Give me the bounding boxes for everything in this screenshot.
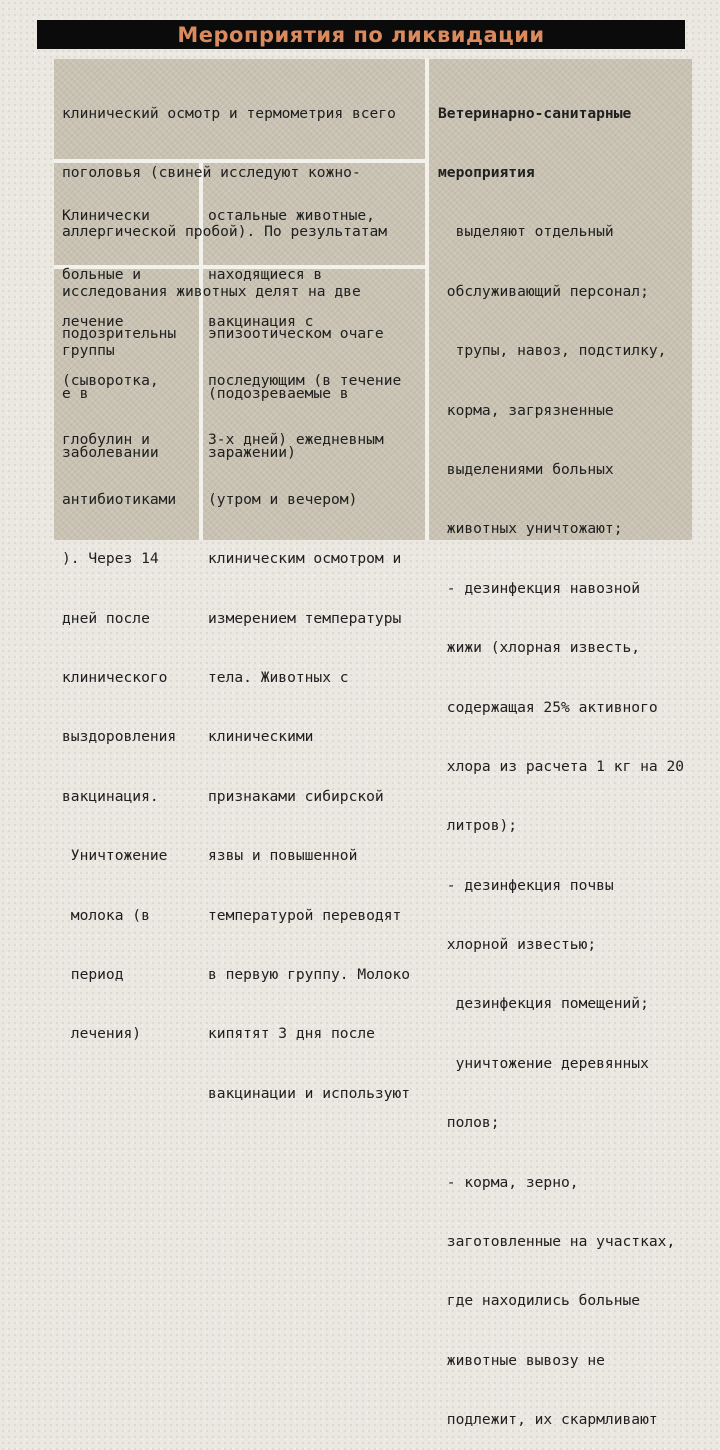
text-line: подозрительны xyxy=(62,325,177,343)
text-line: вакцинации и используют xyxy=(208,1084,411,1102)
text-line: поголовья (свиней исследуют кожно- xyxy=(62,163,361,181)
text-line: дней после xyxy=(62,609,150,627)
text-line: хлорной известью; xyxy=(438,936,597,954)
text-line: уничтожение деревянных xyxy=(438,1054,649,1072)
vet-sanitary-heading: Ветеринарно-санитарные xyxy=(438,104,632,122)
text-line: е в xyxy=(62,384,89,402)
text-line: - дезинфекция почвы xyxy=(438,876,614,894)
text-line: эпизоотическом очаге xyxy=(208,325,384,343)
text-line: заражении) xyxy=(208,444,296,462)
text-line: тела. Животных с xyxy=(208,668,349,686)
cell-vet-sanitary xyxy=(438,64,684,1450)
text-line: (сыворотка, xyxy=(62,371,159,389)
text-line: антибиотиками xyxy=(62,490,177,508)
text-line: клинического xyxy=(62,668,168,686)
vet-sanitary-heading: мероприятия xyxy=(438,163,535,181)
text-line: хлора из расчета 1 кг на 20 xyxy=(438,757,685,775)
text-line: - корма, зерно, xyxy=(438,1173,579,1191)
text-line: полов; xyxy=(438,1114,500,1132)
text-line: признаками сибирской xyxy=(208,787,384,805)
text-line: последующим (в течение xyxy=(208,371,402,389)
text-line: язвы и повышенной xyxy=(208,847,358,865)
text-line: выделяют отдельный xyxy=(438,223,614,241)
text-line: 3-х дней) ежедневным xyxy=(208,431,384,449)
text-line: клиническим осмотром и xyxy=(208,550,402,568)
title-bar xyxy=(37,20,685,49)
text-line: аллергической пробой). По результатам xyxy=(62,223,388,241)
text-line: заготовленные на участках, xyxy=(438,1233,676,1251)
text-line: исследования животных делят на две xyxy=(62,282,361,300)
text-line: молока (в xyxy=(62,906,150,924)
text-line: животные вывозу не xyxy=(438,1351,605,1369)
text-line: (утром и вечером) xyxy=(208,490,358,508)
text-line: находящиеся в xyxy=(208,265,323,283)
text-line: лечения) xyxy=(62,1025,142,1043)
text-line: группы xyxy=(62,342,115,360)
text-line: подлежит, их скармливают xyxy=(438,1411,658,1429)
text-line: клинический осмотр и термометрия всего xyxy=(62,104,396,122)
text-line: Клинически xyxy=(62,206,150,224)
text-line: вакцинация. xyxy=(62,787,159,805)
text-line: остальные животные, xyxy=(208,206,375,224)
text-line: заболевании xyxy=(62,444,159,462)
text-line: в первую группу. Молоко xyxy=(208,965,411,983)
text-line: клиническими xyxy=(208,728,314,746)
text-line: Уничтожение xyxy=(62,847,168,865)
text-line: вакцинация с xyxy=(208,312,314,330)
cell-group2-measures xyxy=(208,272,410,1123)
text-line: где находились больные xyxy=(438,1292,641,1310)
text-line: больные и xyxy=(62,265,142,283)
text-line: кипятят 3 дня после xyxy=(208,1025,375,1043)
text-line: животных уничтожают; xyxy=(438,520,623,538)
text-line: период xyxy=(62,965,124,983)
text-line: трупы, навоз, подстилку, xyxy=(438,342,667,360)
text-line: ). Через 14 xyxy=(62,550,159,568)
text-line: обслуживающий персонал; xyxy=(438,282,649,300)
text-line: лечение xyxy=(62,312,124,330)
text-line: температурой переводят xyxy=(208,906,402,924)
slide-title: Мероприятия по ликвидации xyxy=(177,22,545,47)
text-line: корма, загрязненные xyxy=(438,401,614,419)
cell-group1-measures xyxy=(62,272,176,1064)
table-divider-vertical-outer xyxy=(425,59,429,540)
text-line: измерением температуры xyxy=(208,609,402,627)
text-line: литров); xyxy=(438,817,518,835)
text-line: содержащая 25% активного xyxy=(438,698,658,716)
text-line: дезинфекция помещений; xyxy=(438,995,649,1013)
text-line: выздоровления xyxy=(62,728,177,746)
text-line: глобулин и xyxy=(62,431,150,449)
text-line: выделениями больных xyxy=(438,460,614,478)
text-line: - дезинфекция навозной xyxy=(438,579,641,597)
text-line: (подозреваемые в xyxy=(208,384,349,402)
text-line: жижи (хлорная известь, xyxy=(438,639,641,657)
